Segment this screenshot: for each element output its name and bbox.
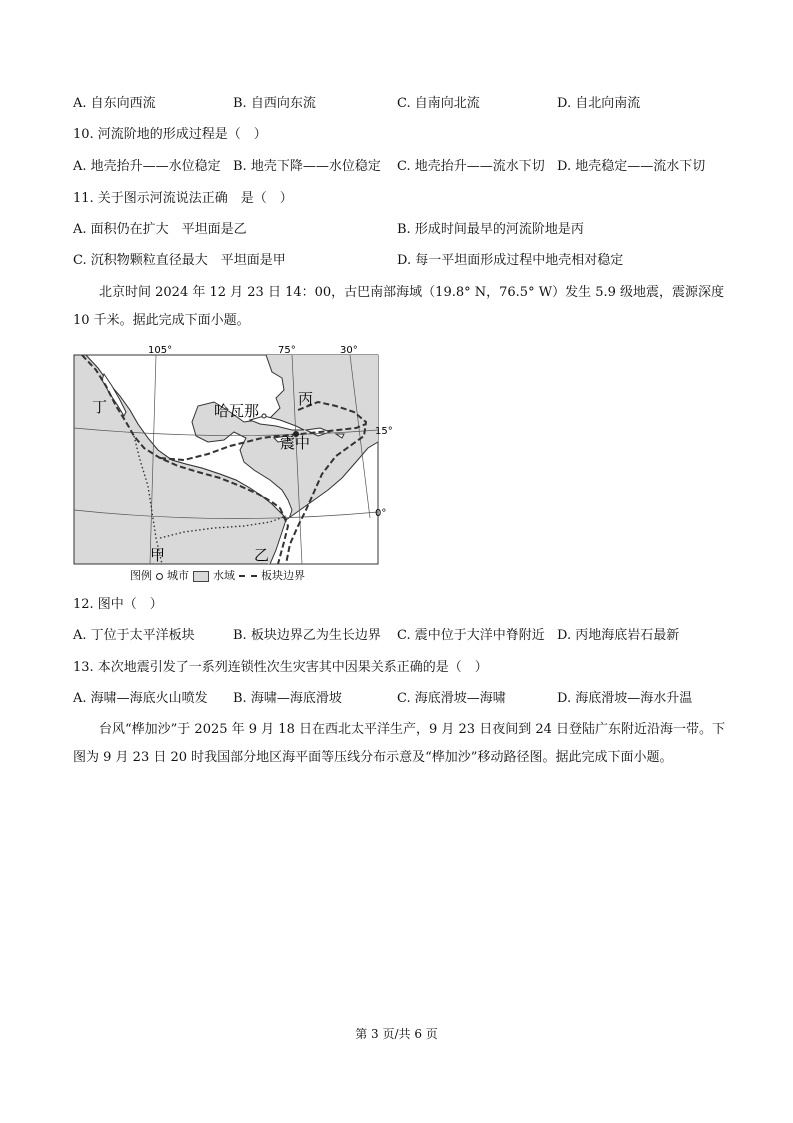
- label-bing: 丙: [298, 390, 314, 408]
- label-havana: 哈瓦那: [214, 402, 260, 420]
- earthquake-intro: 北京时间 2024 年 12 月 23 日 14：00，古巴南部海域（19.8° N，76.5° W）发生 5.9 级地震，震源深度 10 千米。据此完成下面小题。: [73, 285, 725, 328]
- lon-label-75: 75°: [278, 345, 296, 356]
- q10-option-b: B. 地壳下降——水位稳定: [233, 159, 381, 174]
- q13-option-a: A. 海啸—海底火山喷发: [73, 691, 208, 706]
- q10-stem: 10. 河流阶地的形成过程是（ ）: [73, 127, 267, 142]
- q12-stem: 12. 图中（ ）: [73, 597, 163, 612]
- label-jia: 甲: [150, 546, 166, 564]
- q13-option-d: D. 海底滑坡—海水升温: [557, 691, 693, 706]
- q9-option-a: A. 自东向西流: [73, 96, 156, 111]
- label-ding: 丁: [92, 398, 108, 416]
- q10-option-a: A. 地壳抬升——水位稳定: [73, 159, 221, 174]
- water-swatch-icon: [193, 571, 209, 582]
- lon-label-105: 105°: [148, 345, 173, 356]
- q9-option-d: D. 自北向南流: [557, 96, 641, 111]
- q9-option-c: C. 自南向北流: [397, 96, 480, 111]
- legend-boundary: 板块边界: [261, 569, 305, 582]
- legend-title: 图例: [130, 569, 152, 582]
- plate-map: [74, 345, 393, 564]
- map-legend: [130, 569, 305, 583]
- city-marker-icon: [156, 573, 163, 580]
- q11-option-d: D. 每一平坦面形成过程中地壳相对稳定: [397, 253, 624, 268]
- boundary-line-icon: [239, 575, 257, 577]
- legend-water: 水域: [213, 569, 235, 582]
- q10-option-d: D. 地壳稳定——流水下切: [557, 159, 706, 174]
- q13-stem: 13. 本次地震引发了一系列连锁性次生灾害其中因果关系正确的是（ ）: [73, 660, 488, 675]
- label-epicenter: 震中: [280, 434, 311, 452]
- q12-option-b: B. 板块边界乙为生长边界: [233, 628, 381, 643]
- lon-label-30: 30°: [340, 345, 358, 356]
- lat-label-15: 15°: [375, 426, 393, 437]
- typhoon-intro: 台风“桦加沙”于 2025 年 9 月 18 日在西北太平洋生产，9 月 23 日夜间到 24 日登陆广东附近沿海一带。下图为 9 月 23 日 20 时我国部分地区海平面等压线分布示意及“桦加沙”移动路径图。据此完成下面小题。: [73, 722, 726, 765]
- legend-city: 城市: [167, 569, 189, 582]
- q12-option-d: D. 丙地海底岩石最新: [557, 628, 680, 643]
- q12-option-c: C. 震中位于大洋中脊附近: [397, 628, 545, 643]
- lat-label-0: 0°: [375, 508, 387, 519]
- q13-option-b: B. 海啸—海底滑坡: [233, 691, 342, 706]
- label-yi: 乙: [254, 546, 270, 564]
- q11-option-a: A. 面积仍在扩大 平坦面是乙: [73, 222, 247, 237]
- q13-option-c: C. 海底滑坡—海啸: [397, 691, 506, 706]
- q11-option-b: B. 形成时间最早的河流阶地是丙: [397, 222, 584, 237]
- page-footer: 第 3 页/共 6 页: [355, 1027, 438, 1041]
- q11-option-c: C. 沉积物颗粒直径最大 平坦面是甲: [73, 253, 286, 268]
- q12-option-a: A. 丁位于太平洋板块: [73, 628, 195, 643]
- q11-stem: 11. 关于图示河流说法正确 是（ ）: [73, 191, 293, 206]
- q10-option-c: C. 地壳抬升——流水下切: [397, 159, 545, 174]
- q9-option-b: B. 自西向东流: [233, 96, 316, 111]
